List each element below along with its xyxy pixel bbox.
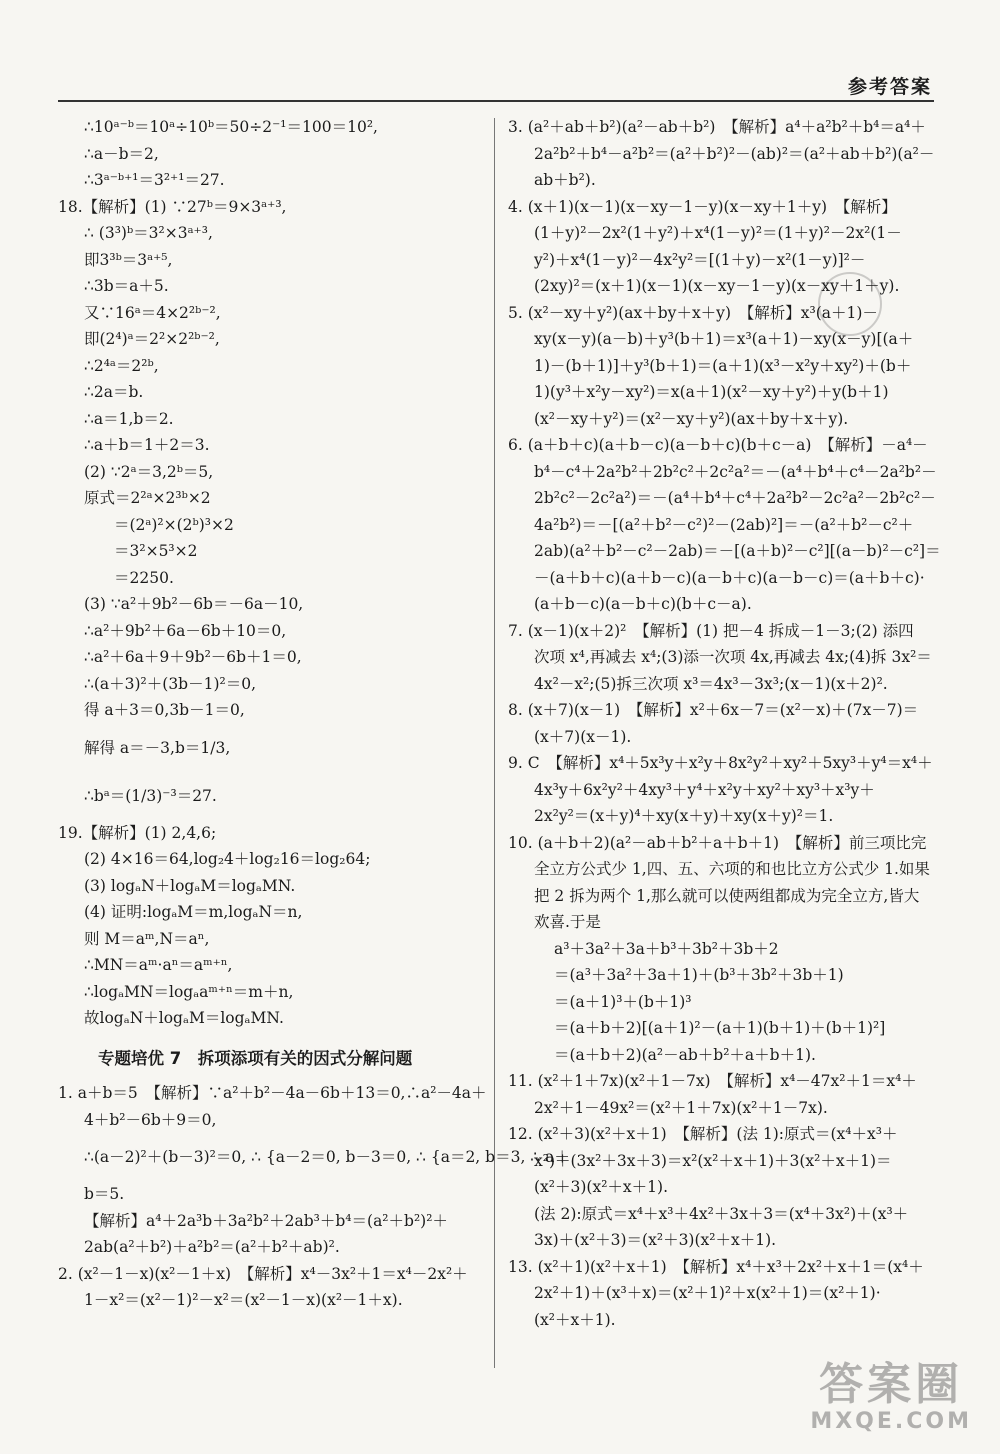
answer-line: ∴MN＝aᵐ·aⁿ＝aᵐ⁺ⁿ, xyxy=(84,956,233,974)
header-rule xyxy=(58,100,934,102)
answer-line: (法 2):原式＝x⁴＋x³＋4x²＋3x＋3＝(x⁴＋3x²)＋(x³＋ xyxy=(534,1204,909,1223)
answer-line: 4x²－x²;(5)拆三次项 x³＝4x³－3x³;(x－1)(x＋2)². xyxy=(534,674,888,693)
answer-line: 即3³ᵇ＝3ᵃ⁺⁵, xyxy=(84,250,173,269)
left-answer-lines xyxy=(58,114,483,1032)
answer-line: 4a²b²)＝－[(a²＋b²－c²)²－(2ab)²]＝－(a²＋b²－c²＋ xyxy=(534,515,914,534)
answer-line: ∴bᵃ＝(1/3)⁻³＝27. xyxy=(84,786,217,805)
answer-line: 2ab(a²＋b²)＋a²b²＝(a²＋b²＋ab)². xyxy=(84,1238,340,1256)
answer-line: b＝5. xyxy=(84,1185,125,1203)
answer-line: 则 M＝aᵐ,N＝aⁿ, xyxy=(84,929,210,948)
answer-line: ∴a²＋6a＋9＋9b²－6b＋1＝0, xyxy=(84,648,302,666)
section-title: 专题培优 7 拆项添项有关的因式分解问题 xyxy=(98,1048,413,1068)
answer-line: 2a²b²＋b⁴－a²b²＝(a²＋b²)²－(ab)²＝(a²＋ab＋b²)(a²－ xyxy=(534,144,935,163)
answer-line: ∴logₐMN＝logₐaᵐ⁺ⁿ＝m＋n, xyxy=(84,982,294,1001)
answer-line: x²)＋(3x²＋3x＋3)＝x²(x²＋x＋1)＋3(x²＋x＋1)＝ xyxy=(534,1151,892,1170)
answer-line: ∴10ᵃ⁻ᵇ＝10ᵃ÷10ᵇ＝50÷2⁻¹＝100＝10², xyxy=(84,118,378,136)
answer-line: 10. (a＋b＋2)(a²－ab＋b²＋a＋b＋1) 【解析】前三项比完 xyxy=(508,833,927,852)
answer-line: 又∵16ᵃ＝4×2²ᵇ⁻², xyxy=(84,303,221,322)
answer-line: 12. (x²＋3)(x²＋x＋1) 【解析】(法 1):原式＝(x⁴＋x³＋ xyxy=(508,1125,898,1143)
answer-line: ＝3²×5³×2 xyxy=(114,542,198,560)
answer-line: (x²－xy＋y²)＝(x²－xy＋y²)(ax＋by＋x＋y). xyxy=(534,409,849,428)
answer-line: 7. (x－1)(x＋2)² 【解析】(1) 把－4 拆成－1－3;(2) 添四 xyxy=(508,621,914,640)
answer-line: 【解析】a⁴＋2a³b＋3a²b²＋2ab³＋b⁴＝(a²＋b²)²＋ xyxy=(84,1211,448,1230)
answer-line: ＝2250. xyxy=(114,568,174,587)
answer-line: 欢喜.于是 xyxy=(534,913,601,931)
answer-line: 解得 a＝－3,b＝1/3, xyxy=(84,738,231,757)
answer-line: ∴a＝1,b＝2. xyxy=(84,409,174,428)
answer-line: 全立方公式少 1,四、五、六项的和也比立方公式少 1.如果 xyxy=(534,860,930,878)
answer-line: (2) 4×16＝64,log₂4＋log₂16＝log₂64; xyxy=(84,850,371,868)
answer-line: b⁴－c⁴＋2a²b²＋2b²c²＋2c²a²＝－(a⁴＋b⁴＋c⁴－2a²b²－ xyxy=(534,462,937,481)
answer-line: ∴3b＝a＋5. xyxy=(84,277,169,295)
right-answer-lines xyxy=(508,114,941,1333)
answer-line: (4) 证明:logₐM＝m,logₐN＝n, xyxy=(84,903,303,921)
answer-line: ∴a²＋9b²＋6a－6b＋10＝0, xyxy=(84,621,287,640)
answer-line: ∴a＋b＝1＋2＝3. xyxy=(84,436,210,454)
answer-line: ∴(a＋3)²＋(3b－1)²＝0, xyxy=(84,674,257,693)
answer-line: 2x²＋1)＋(x³＋x)＝(x²＋1)²＋x(x²＋1)＝(x²＋1)· xyxy=(534,1284,881,1302)
answer-line: y²)＋x⁴(1－y)²－4x²y²＝[(1＋y)－x²(1－y)]²－ xyxy=(534,250,866,269)
answer-line: ab＋b²). xyxy=(534,171,596,189)
answer-line: 3x)＋(x²＋3)＝(x²＋3)(x²＋x＋1). xyxy=(534,1231,777,1249)
answer-line: 19.【解析】(1) 2,4,6; xyxy=(58,823,217,842)
answer-line: 把 2 拆为两个 1,那么就可以使两组都成为完全立方,皆大 xyxy=(534,886,920,905)
answer-line: 4. (x＋1)(x－1)(x－xy－1－y)(x－xy＋1＋y) 【解析】 xyxy=(508,197,897,216)
answer-line: 18.【解析】(1) ∵27ᵇ＝9×3ᵃ⁺³, xyxy=(58,197,287,216)
answer-line: 8. (x＋7)(x－1) 【解析】x²＋6x－7＝(x²－x)＋(7x－7)＝ xyxy=(508,701,919,719)
answer-line: 故logₐN＋logₐM＝logₐMN. xyxy=(84,1009,284,1027)
answer-line: (2xy)²＝(x＋1)(x－1)(x－xy－1－y)(x－xy＋1＋y). xyxy=(534,277,900,295)
answer-line: 1. a＋b＝5 【解析】∵a²＋b²－4a－6b＋13＝0,∴a²－4a＋ xyxy=(58,1084,487,1102)
answer-line: ∴2⁴ᵃ＝2²ᵇ, xyxy=(84,356,159,375)
answer-line: 1－x²＝(x²－1)²－x²＝(x²－1－x)(x²－1＋x). xyxy=(84,1291,403,1309)
answer-line: 1)－(b＋1)]＋y³(b＋1)＝(a＋1)(x³－x²y＋xy²)＋(b＋ xyxy=(534,356,912,375)
answer-line: －(a＋b＋c)(a＋b－c)(a－b＋c)(a－b－c)＝(a＋b＋c)· xyxy=(534,568,925,587)
answer-line: ∴2a＝b. xyxy=(84,383,144,401)
answer-line: (3) logₐN＋logₐM＝logₐMN. xyxy=(84,876,296,895)
answer-line: ＝(2ᵃ)²×(2ᵇ)³×2 xyxy=(114,515,234,534)
header-title: 参考答案 xyxy=(847,76,932,98)
answer-line: 3. (a²＋ab＋b²)(a²－ab＋b²) 【解析】a⁴＋a²b²＋b⁴＝a⁴＋ xyxy=(508,118,926,136)
left-answer-lines-2 xyxy=(58,1080,570,1314)
watermark-url: MXQE.COM xyxy=(810,1408,972,1434)
watermark-logo: 答案圈 xyxy=(819,1359,964,1411)
answer-line: xy(x－y)(a－b)＋y³(b＋1)＝x³(a＋1)－xy(x－y)[(a＋ xyxy=(534,330,914,348)
answer-line: 2b²c²－2c²a²)＝－(a⁴＋b⁴＋c⁴＋2a²b²－2c²a²－2b²c²－ xyxy=(534,489,936,507)
answer-line: (x²＋3)(x²＋x＋1). xyxy=(534,1178,668,1196)
answer-line: 4x³y＋6x²y²＋4xy³＋y⁴＋x²y＋xy²＋xy³＋x³y＋ xyxy=(534,780,875,799)
answer-line: 次项 x⁴,再减去 x⁴;(3)添一次项 4x,再减去 4x;(4)拆 3x²＝ xyxy=(534,648,932,666)
answer-line: (2) ∵2ᵃ＝3,2ᵇ＝5, xyxy=(84,462,214,481)
answer-line: 原式＝2²ᵃ×2³ᵇ×2 xyxy=(84,489,211,507)
answer-line: 11. (x²＋1＋7x)(x²＋1－7x) 【解析】x⁴－47x²＋1＝x⁴＋ xyxy=(508,1072,917,1090)
answer-line: ＝(a³＋3a²＋3a＋1)＋(b³＋3b²＋3b＋1) xyxy=(554,966,844,984)
answer-line: (a＋b－c)(a－b＋c)(b＋c－a). xyxy=(534,595,752,613)
answer-line: (x²＋x＋1). xyxy=(534,1310,616,1329)
watermark xyxy=(810,1361,972,1434)
answer-line: 13. (x²＋1)(x²＋x＋1) 【解析】x⁴＋x³＋2x²＋x＋1＝(x⁴＋ xyxy=(508,1257,924,1276)
answer-line: ＝(a＋1)³＋(b＋1)³ xyxy=(554,992,692,1011)
answer-line: 6. (a＋b＋c)(a＋b－c)(a－b＋c)(b＋c－a) 【解析】－a⁴－ xyxy=(508,436,928,454)
answer-line: 1)(y³＋x²y－xy²)＝x(a＋1)(x²－xy＋y²)＋y(b＋1) xyxy=(534,383,889,401)
answer-line: ＝(a＋b＋2)[(a＋1)²－(a＋1)(b＋1)＋(b＋1)²] xyxy=(554,1019,886,1037)
answer-line: 9. C 【解析】x⁴＋5x³y＋x²y＋8x²y²＋xy²＋5xy³＋y⁴＝x⁴＋ xyxy=(508,754,933,772)
answer-line: 5. (x²－xy＋y²)(ax＋by＋x＋y) 【解析】x³(a＋1)－ xyxy=(508,303,878,322)
answer-line: (x＋7)(x－1). xyxy=(534,727,632,746)
answer-line: 4＋b²－6b＋9＝0, xyxy=(84,1110,217,1129)
answer-line: (3) ∵a²＋9b²－6b＝－6a－10, xyxy=(84,595,304,613)
answer-line: 得 a＋3＝0,3b－1＝0, xyxy=(84,701,245,719)
answer-line: ∴a－b＝2, xyxy=(84,144,159,163)
answer-line: a³＋3a²＋3a＋b³＋3b²＋3b＋2 xyxy=(554,939,779,958)
right-column xyxy=(508,114,941,1333)
answer-line: ∴ (3³)ᵇ＝3²×3ᵃ⁺³, xyxy=(84,224,213,242)
answer-line: 2. (x²－1－x)(x²－1＋x) 【解析】x⁴－3x²＋1＝x⁴－2x²＋ xyxy=(58,1264,468,1283)
answer-line: 2x²＋1－49x²＝(x²＋1＋7x)(x²＋1－7x). xyxy=(534,1098,828,1117)
answer-line: ∴3ᵃ⁻ᵇ⁺¹＝3²⁺¹＝27. xyxy=(84,171,225,189)
answer-line: ∴(a－2)²＋(b－3)²＝0, ∴ {a－2＝0, b－3＝0, ∴ {a＝2, b＝3, ∴ a＋ xyxy=(84,1148,570,1166)
answer-line: ＝(a＋b＋2)(a²－ab＋b²＋a＋b＋1). xyxy=(554,1045,816,1064)
answer-line: 即(2⁴)ᵃ＝2²×2²ᵇ⁻², xyxy=(84,330,220,348)
answer-line: 2ab)(a²＋b²－c²－2ab)＝－[(a＋b)²－c²][(a－b)²－c²]＝ xyxy=(534,542,941,560)
answer-line: 2x²y²＝(x＋y)⁴＋xy(x＋y)＋xy(x＋y)²＝1. xyxy=(534,807,834,825)
answer-line: (1＋y)²－2x²(1＋y²)＋x⁴(1－y)²＝(1＋y)²－2x²(1－ xyxy=(534,224,902,242)
